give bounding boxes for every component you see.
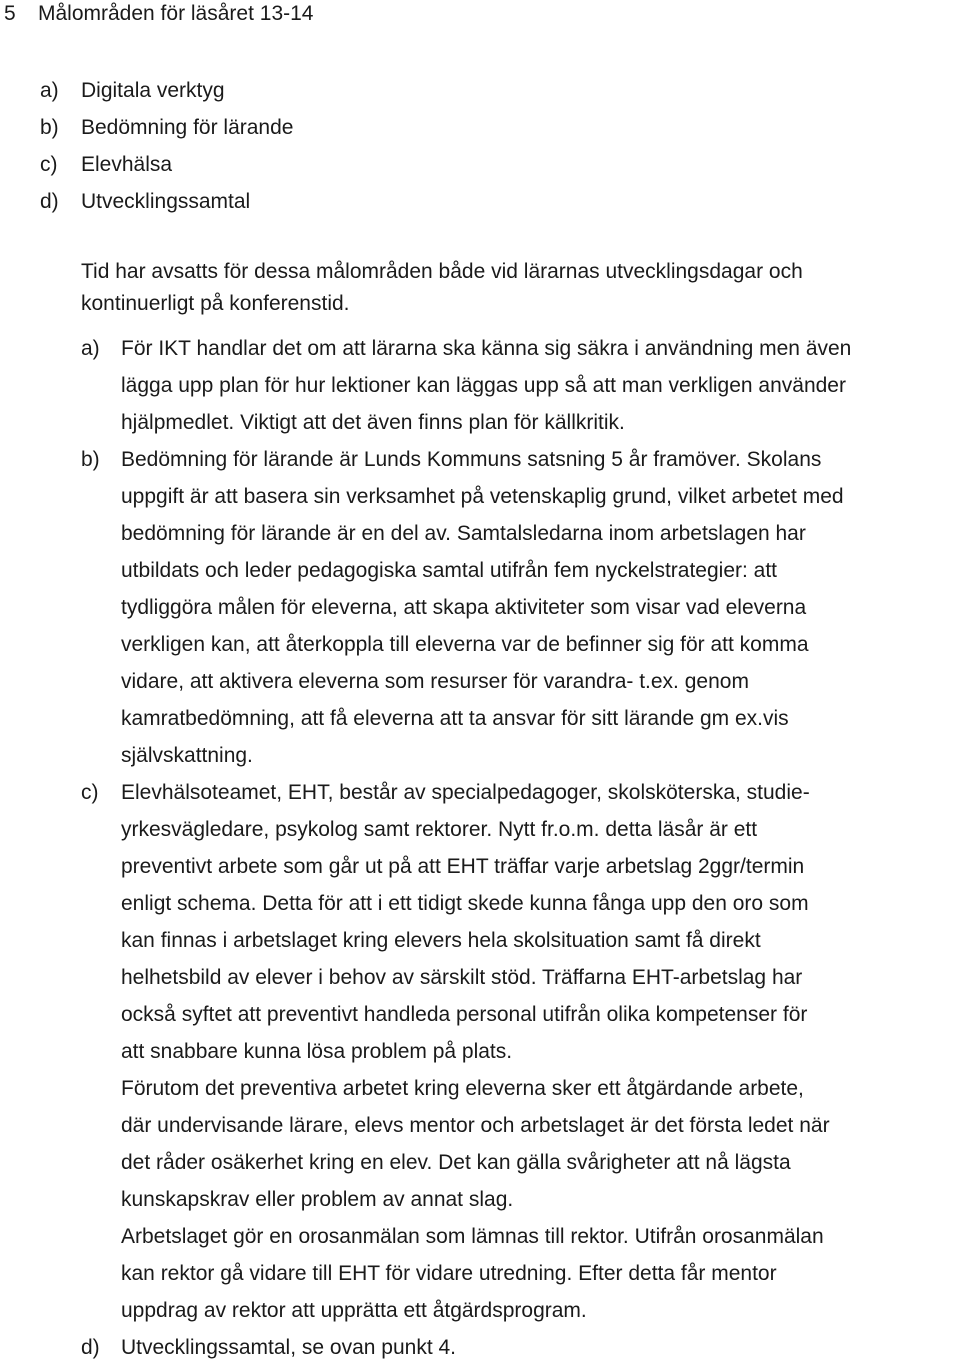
item-letter: c): [81, 781, 99, 804]
goal-area-label: Bedömning för lärande: [81, 116, 294, 139]
text-line: kan finnas i arbetslaget kring elevers hela skolsituation samt få direkt: [121, 929, 761, 952]
item-letter: b): [81, 448, 100, 471]
goal-area-letter: b): [40, 116, 59, 139]
text-line: utbildats och leder pedagogiska samtal utifrån fem nyckelstrategier: att: [121, 559, 778, 582]
text-line: kontinuerligt på konferenstid.: [81, 292, 350, 315]
intro-paragraph: [81, 256, 951, 320]
goal-area-letter: a): [40, 79, 59, 102]
text-line: bedömning för lärande är en del av. Samtalsledarna inom arbetslagen har: [121, 522, 806, 545]
text-line: Bedömning för lärande är Lunds Kommuns satsning 5 år framöver. Skolans: [121, 448, 822, 471]
text-line: verkligen kan, att återkoppla till eleverna var de befinner sig för att komma: [121, 633, 809, 656]
text-line: yrkesvägledare, psykolog samt rektorer. Nytt fr.o.m. detta läsår är ett: [121, 818, 758, 841]
goal-area-label: Digitala verktyg: [81, 79, 225, 102]
text-line: För IKT handlar det om att lärarna ska känna sig säkra i användning men även: [121, 337, 852, 360]
text-line: lägga upp plan för hur lektioner kan läggas upp så att man verkligen använder: [121, 374, 846, 397]
text-line: uppgift är att basera sin verksamhet på vetenskaplig grund, vilket arbetet med: [121, 485, 844, 508]
item-letter: a): [81, 337, 100, 360]
goal-area-label: Utvecklingssamtal: [81, 190, 251, 213]
goal-area-details: [81, 330, 960, 1366]
goal-area-letter: c): [40, 153, 58, 176]
text-line: Arbetslaget gör en orosanmälan som lämnas till rektor. Utifrån orosanmälan: [121, 1225, 824, 1248]
text-line: tydliggöra målen för eleverna, att skapa aktiviteter som visar vad eleverna: [121, 596, 807, 619]
goal-area-label: Elevhälsa: [81, 153, 173, 176]
goal-detail-c: [81, 774, 960, 1329]
text-line: kamratbedömning, att få eleverna att ta ansvar för sitt lärande gm ex.vis: [121, 707, 789, 730]
text-line: också syftet att preventivt handleda personal utifrån olika kompetenser för: [121, 1003, 808, 1026]
goal-area-item: [40, 183, 293, 220]
item-letter: d): [81, 1336, 100, 1359]
goal-area-item: [40, 72, 293, 109]
text-line: preventivt arbete som går ut på att EHT träffar varje arbetslag 2ggr/termin: [121, 855, 805, 878]
goal-detail-a: [81, 330, 960, 441]
goal-area-item: [40, 109, 293, 146]
text-line: kan rektor gå vidare till EHT för vidare utredning. Efter detta får mentor: [121, 1262, 777, 1285]
text-line: Elevhälsoteamet, EHT, består av specialpedagoger, skolsköterska, studie-: [121, 781, 810, 804]
text-line: det råder osäkerhet kring en elev. Det kan gälla svårigheter att nå lägsta: [121, 1151, 791, 1174]
section-heading: [4, 0, 313, 28]
goal-area-list: [40, 72, 293, 220]
section-number: 5: [4, 2, 16, 25]
text-line: vidare, att aktivera eleverna som resurser för varandra- t.ex. genom: [121, 670, 749, 693]
text-line: Förutom det preventiva arbetet kring eleverna sker ett åtgärdande arbete,: [121, 1077, 804, 1100]
text-line: uppdrag av rektor att upprätta ett åtgärdsprogram.: [121, 1299, 587, 1322]
text-line: Tid har avsatts för dessa målområden både vid lärarnas utvecklingsdagar och: [81, 260, 803, 283]
goal-area-letter: d): [40, 190, 59, 213]
text-line: självskattning.: [121, 744, 253, 767]
goal-detail-b: [81, 441, 960, 774]
text-line: enligt schema. Detta för att i ett tidigt skede kunna fånga upp den oro som: [121, 892, 809, 915]
text-line: helhetsbild av elever i behov av särskilt stöd. Träffarna EHT-arbetslag har: [121, 966, 803, 989]
section-title: Målområden för läsåret 13-14: [38, 2, 314, 25]
text-line: hjälpmedlet. Viktigt att det även finns plan för källkritik.: [121, 411, 625, 434]
text-line: att snabbare kunna lösa problem på plats.: [121, 1040, 513, 1063]
text-line: där undervisande lärare, elevs mentor och arbetslaget är det första ledet när: [121, 1114, 830, 1137]
goal-detail-d: [81, 1329, 960, 1366]
goal-area-item: [40, 146, 293, 183]
text-line: kunskapskrav eller problem av annat slag.: [121, 1188, 514, 1211]
text-line: Utvecklingssamtal, se ovan punkt 4.: [121, 1336, 456, 1359]
